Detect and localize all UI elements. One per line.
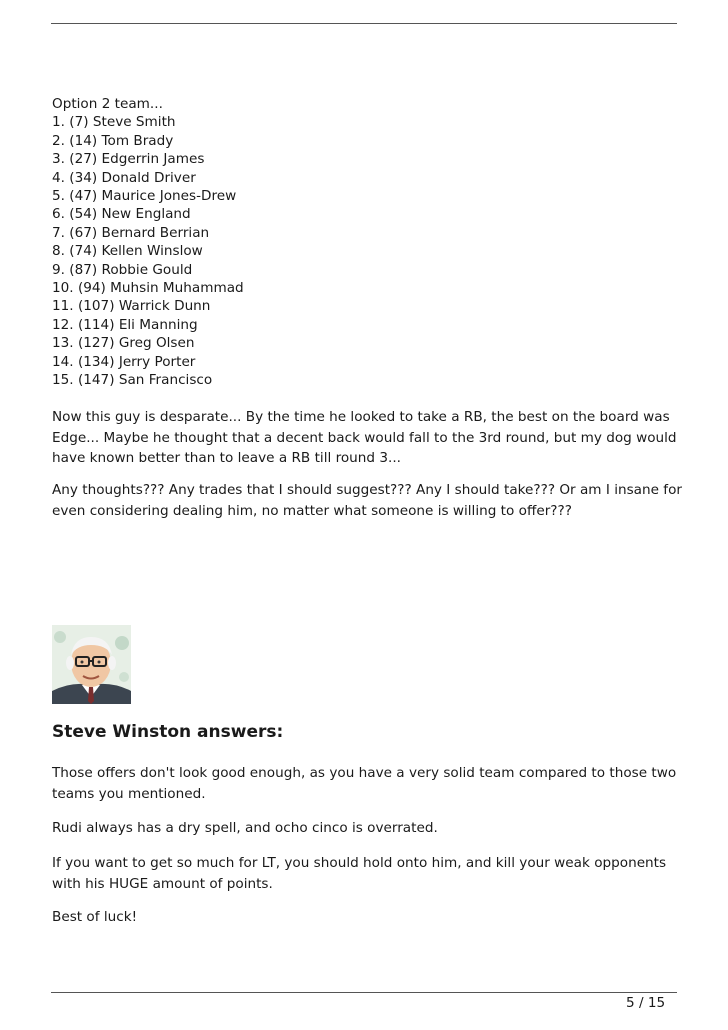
list-item: 7. (67) Bernard Berrian: [52, 224, 210, 241]
team-list: [52, 95, 682, 390]
list-item: 15. (147) San Francisco: [52, 372, 213, 389]
list-item: 2. (14) Tom Brady: [52, 132, 174, 149]
team-list-intro: Option 2 team...: [52, 96, 163, 112]
page-number: 5 / 15: [626, 995, 666, 1011]
answer-paragraph: Rudi always has a dry spell, and ocho cinco is overrated.: [52, 820, 438, 836]
list-item: 10. (94) Muhsin Muhammad: [52, 280, 244, 297]
list-item: 14. (134) Jerry Porter: [52, 353, 196, 370]
list-item: 4. (34) Donald Driver: [52, 169, 196, 186]
answer-paragraph: Those offers don't look good enough, as you have a very solid team compared to those two teams you mentioned.: [52, 765, 677, 802]
list-item: 5. (47) Maurice Jones-Drew: [52, 188, 237, 205]
list-item: 12. (114) Eli Manning: [52, 316, 198, 333]
avatar: [52, 625, 131, 704]
question-paragraph: Any thoughts??? Any trades that I should suggest??? Any I should take??? Or am I insane for even considering dealing him, no matter what someone is willing to offer???: [52, 482, 682, 519]
answer-paragraph: Best of luck!: [52, 909, 138, 925]
list-item: 6. (54) New England: [52, 206, 191, 223]
list-item: 8. (74) Kellen Winslow: [52, 243, 203, 260]
portrait-illustration: [52, 625, 131, 704]
answer-paragraph: If you want to get so much for LT, you should hold onto him, and kill your weak opponents with his HUGE amount of points.: [52, 855, 667, 892]
list-item: 3. (27) Edgerrin James: [52, 151, 205, 168]
list-item: 1. (7) Steve Smith: [52, 114, 176, 131]
list-item: 11. (107) Warrick Dunn: [52, 298, 211, 315]
list-item: 9. (87) Robbie Gould: [52, 261, 193, 278]
answer-title: Steve Winston answers:: [52, 722, 284, 742]
header-rule: [51, 23, 677, 24]
question-paragraph: Now this guy is desparate... By the time he looked to take a RB, the best on the board was Edge... Maybe he thought that a decent back would fall to the 3rd round, but my dog would have known better than to leave a RB till round 3...: [52, 409, 677, 466]
footer-rule: [51, 992, 677, 993]
list-item: 13. (127) Greg Olsen: [52, 335, 195, 352]
